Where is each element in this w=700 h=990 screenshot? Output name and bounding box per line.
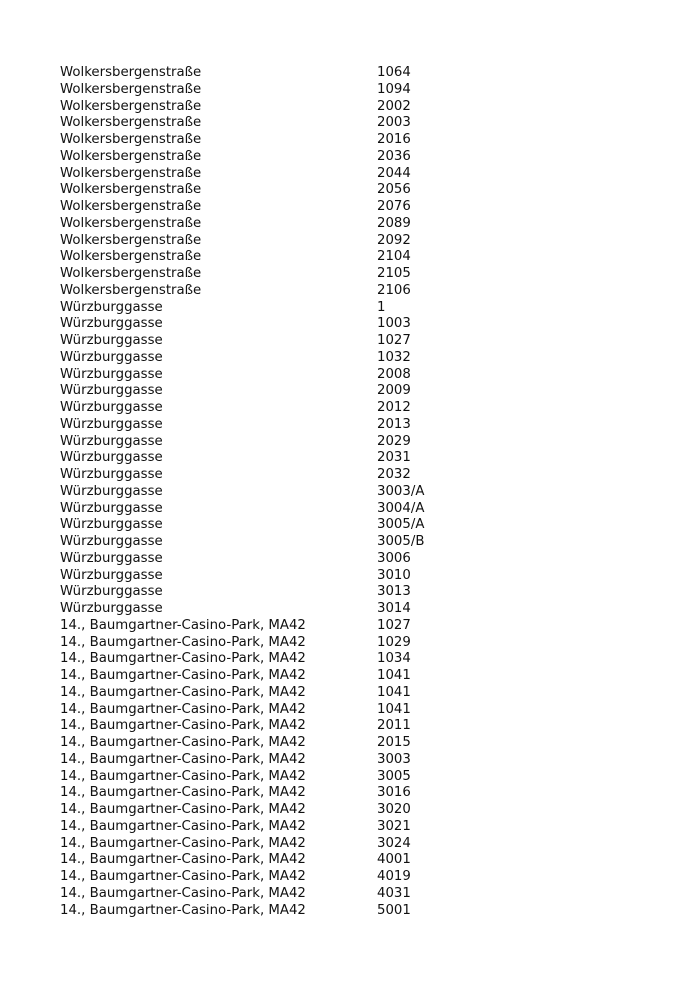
table-row <box>60 367 620 384</box>
house-number: 3014 <box>377 601 411 616</box>
house-number: 3005/B <box>377 534 425 549</box>
house-number: 3021 <box>377 818 411 834</box>
table-row <box>60 484 620 501</box>
street-name: Würzburggasse <box>60 483 163 499</box>
table-row <box>60 836 620 853</box>
table-row <box>60 618 620 635</box>
street-name: Würzburggasse <box>60 316 163 332</box>
street-name: Würzburggasse <box>60 433 163 449</box>
street-name: 14., Baumgartner-Casino-Park, MA42 <box>60 634 306 650</box>
house-number: 2029 <box>377 433 411 449</box>
street-name: 14., Baumgartner-Casino-Park, MA42 <box>60 835 306 851</box>
table-row <box>60 668 620 685</box>
street-name: 14., Baumgartner-Casino-Park, MA42 <box>60 651 306 667</box>
table-row <box>60 434 620 451</box>
house-number: 3004/A <box>377 500 425 516</box>
street-name: 14., Baumgartner-Casino-Park, MA42 <box>60 885 306 901</box>
street-name: 14., Baumgartner-Casino-Park, MA42 <box>60 701 306 717</box>
street-name: Würzburggasse <box>60 299 163 315</box>
street-name: Würzburggasse <box>60 601 163 616</box>
house-number: 1 <box>377 299 386 315</box>
table-row <box>60 685 620 702</box>
table-row <box>60 383 620 400</box>
house-number: 4019 <box>377 869 411 884</box>
table-row <box>60 65 620 82</box>
table-row <box>60 149 620 166</box>
table-row <box>60 467 620 484</box>
house-number: 2032 <box>377 467 411 482</box>
house-number: 1034 <box>377 651 411 667</box>
house-number: 2044 <box>377 165 411 181</box>
street-name: 14., Baumgartner-Casino-Park, MA42 <box>60 768 306 784</box>
table-row <box>60 99 620 116</box>
house-number: 2009 <box>377 383 411 399</box>
table-row <box>60 199 620 216</box>
street-name: Wolkersbergenstraße <box>60 249 202 265</box>
table-row <box>60 551 620 568</box>
house-number: 2008 <box>377 366 411 382</box>
street-name: Wolkersbergenstraße <box>60 199 202 214</box>
house-number: 4031 <box>377 885 411 901</box>
street-name: 14., Baumgartner-Casino-Park, MA42 <box>60 852 306 868</box>
table-row <box>60 635 620 652</box>
table-row <box>60 316 620 333</box>
table-row <box>60 584 620 601</box>
house-number: 3003/A <box>377 483 425 499</box>
table-row <box>60 350 620 367</box>
house-number: 3020 <box>377 802 411 817</box>
house-number: 3005 <box>377 768 411 784</box>
house-number: 2013 <box>377 416 411 432</box>
house-number: 3013 <box>377 584 411 600</box>
house-number: 2104 <box>377 249 411 265</box>
table-row <box>60 115 620 132</box>
table-row <box>60 82 620 99</box>
table-row <box>60 568 620 585</box>
house-number: 2106 <box>377 282 411 298</box>
table-row <box>60 886 620 903</box>
table-row <box>60 517 620 534</box>
house-number: 1064 <box>377 65 411 80</box>
street-name: Würzburggasse <box>60 517 163 533</box>
table-row <box>60 249 620 266</box>
street-name: 14., Baumgartner-Casino-Park, MA42 <box>60 902 306 918</box>
house-number: 2105 <box>377 266 411 281</box>
house-number: 2011 <box>377 718 411 734</box>
table-row <box>60 752 620 769</box>
street-name: 14., Baumgartner-Casino-Park, MA42 <box>60 802 306 817</box>
house-number: 3006 <box>377 550 411 566</box>
house-number: 2056 <box>377 182 411 198</box>
street-name: Wolkersbergenstraße <box>60 148 202 164</box>
street-name: Würzburggasse <box>60 567 163 583</box>
street-name: Wolkersbergenstraße <box>60 98 202 114</box>
house-number: 1041 <box>377 668 411 683</box>
street-name: Würzburggasse <box>60 500 163 516</box>
table-row <box>60 869 620 886</box>
house-number: 2015 <box>377 735 411 750</box>
house-number: 1029 <box>377 634 411 650</box>
street-name: Würzburggasse <box>60 450 163 466</box>
street-name: Würzburggasse <box>60 584 163 600</box>
house-number: 2076 <box>377 199 411 214</box>
street-name: Wolkersbergenstraße <box>60 65 202 80</box>
street-name: Wolkersbergenstraße <box>60 81 202 97</box>
house-number: 1041 <box>377 701 411 717</box>
table-row <box>60 651 620 668</box>
table-row <box>60 266 620 283</box>
house-number: 1094 <box>377 81 411 97</box>
table-row <box>60 718 620 735</box>
street-name: 14., Baumgartner-Casino-Park, MA42 <box>60 735 306 750</box>
street-name: Wolkersbergenstraße <box>60 215 202 231</box>
table-row <box>60 333 620 350</box>
table-row <box>60 702 620 719</box>
house-number: 1027 <box>377 617 411 633</box>
table-row <box>60 233 620 250</box>
table-row <box>60 501 620 518</box>
street-name: Wolkersbergenstraße <box>60 232 202 248</box>
street-name: Wolkersbergenstraße <box>60 282 202 298</box>
house-number: 2003 <box>377 115 411 131</box>
street-name: 14., Baumgartner-Casino-Park, MA42 <box>60 718 306 734</box>
street-name: Würzburggasse <box>60 333 163 348</box>
house-number: 1027 <box>377 333 411 348</box>
table-row <box>60 216 620 233</box>
table-row <box>60 785 620 802</box>
table-row <box>60 852 620 869</box>
house-number: 3010 <box>377 567 411 583</box>
house-number: 1032 <box>377 349 411 365</box>
street-name: Würzburggasse <box>60 534 163 549</box>
house-number: 2016 <box>377 132 411 147</box>
street-name: Wolkersbergenstraße <box>60 165 202 181</box>
table-row <box>60 132 620 149</box>
house-number: 2031 <box>377 450 411 466</box>
table-row <box>60 534 620 551</box>
street-name: Würzburggasse <box>60 550 163 566</box>
house-number: 1003 <box>377 316 411 332</box>
street-name: Würzburggasse <box>60 366 163 382</box>
address-list <box>60 65 620 919</box>
street-name: 14., Baumgartner-Casino-Park, MA42 <box>60 818 306 834</box>
house-number: 2036 <box>377 148 411 164</box>
street-name: Würzburggasse <box>60 467 163 482</box>
table-row <box>60 802 620 819</box>
house-number: 2089 <box>377 215 411 231</box>
street-name: Würzburggasse <box>60 416 163 432</box>
house-number: 2012 <box>377 400 411 415</box>
street-name: Wolkersbergenstraße <box>60 115 202 131</box>
house-number: 3003 <box>377 751 411 767</box>
street-name: 14., Baumgartner-Casino-Park, MA42 <box>60 668 306 683</box>
street-name: Würzburggasse <box>60 349 163 365</box>
street-name: 14., Baumgartner-Casino-Park, MA42 <box>60 869 306 884</box>
street-name: Wolkersbergenstraße <box>60 182 202 198</box>
table-row <box>60 450 620 467</box>
street-name: 14., Baumgartner-Casino-Park, MA42 <box>60 785 306 801</box>
house-number: 3024 <box>377 835 411 851</box>
house-number: 4001 <box>377 852 411 868</box>
street-name: Würzburggasse <box>60 383 163 399</box>
street-name: Wolkersbergenstraße <box>60 266 202 281</box>
table-row <box>60 769 620 786</box>
house-number: 2092 <box>377 232 411 248</box>
table-row <box>60 182 620 199</box>
table-row <box>60 903 620 920</box>
table-row <box>60 166 620 183</box>
table-row <box>60 417 620 434</box>
table-row <box>60 735 620 752</box>
street-name: Wolkersbergenstraße <box>60 132 202 147</box>
house-number: 2002 <box>377 98 411 114</box>
table-row <box>60 300 620 317</box>
table-row <box>60 601 620 618</box>
street-name: 14., Baumgartner-Casino-Park, MA42 <box>60 684 306 700</box>
street-name: 14., Baumgartner-Casino-Park, MA42 <box>60 751 306 767</box>
table-row <box>60 400 620 417</box>
street-name: Würzburggasse <box>60 400 163 415</box>
house-number: 1041 <box>377 684 411 700</box>
house-number: 3005/A <box>377 517 425 533</box>
house-number: 3016 <box>377 785 411 801</box>
table-row <box>60 819 620 836</box>
house-number: 5001 <box>377 902 411 918</box>
table-row <box>60 283 620 300</box>
street-name: 14., Baumgartner-Casino-Park, MA42 <box>60 617 306 633</box>
